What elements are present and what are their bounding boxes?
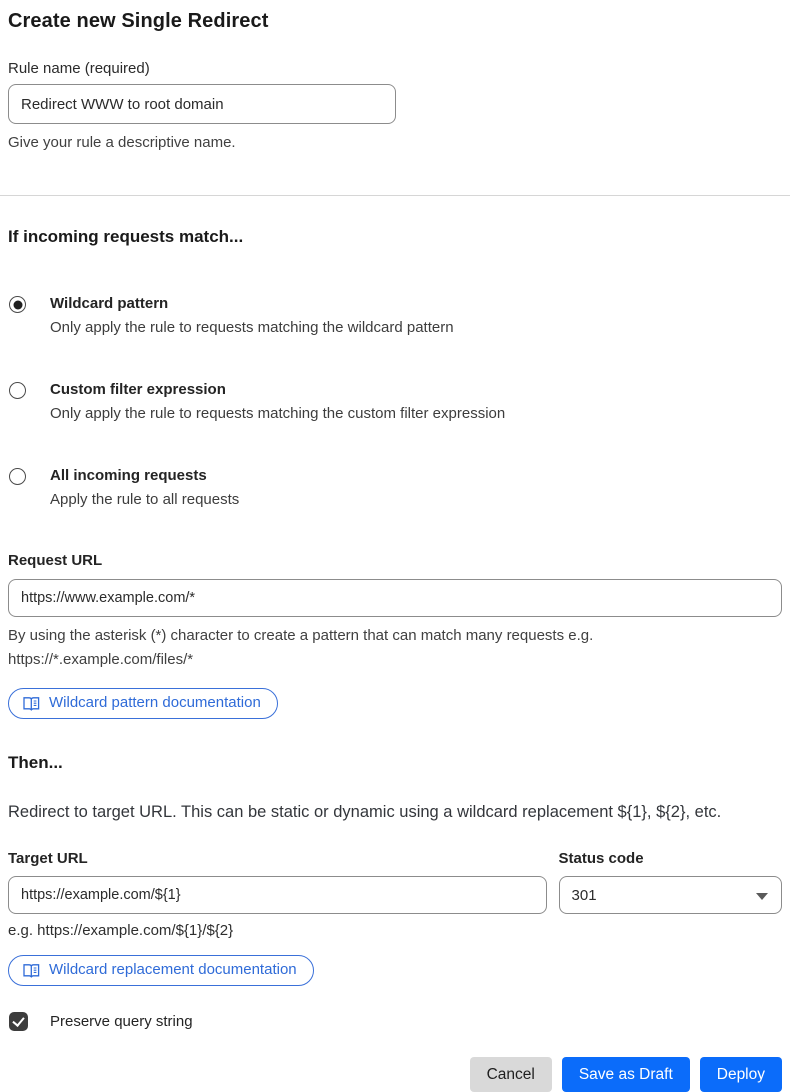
wildcard-replacement-docs-button[interactable]: [8, 955, 314, 986]
match-type-radio-group: [8, 294, 782, 510]
rule-name-help: Give your rule a descriptive name.: [8, 134, 236, 151]
radio-button[interactable]: [9, 468, 26, 485]
request-url-input[interactable]: [8, 579, 782, 617]
radio-label: Custom filter expression: [50, 381, 226, 398]
open-book-icon: [23, 696, 40, 711]
target-url-input[interactable]: [8, 876, 547, 914]
radio-description: Only apply the rule to requests matching the wildcard pattern: [50, 319, 454, 336]
request-url-label: Request URL: [8, 552, 103, 569]
target-url-label: Target URL: [8, 850, 88, 867]
rule-name-label: Rule name (required): [8, 60, 150, 77]
status-code-label: Status code: [558, 850, 644, 867]
status-code-value: 301: [571, 886, 597, 904]
doc-button-label: Wildcard pattern documentation: [49, 694, 261, 711]
deploy-button[interactable]: Deploy: [700, 1057, 782, 1092]
preserve-query-label: Preserve query string: [50, 1013, 193, 1030]
radio-description: Only apply the rule to requests matching the custom filter expression: [50, 405, 506, 422]
then-description: Redirect to target URL. This can be static or dynamic using a wildcard replacement ${1}, ${2}, etc.: [8, 803, 722, 821]
section-divider: [0, 195, 790, 196]
footer-actions: [8, 1057, 782, 1092]
radio-label: All incoming requests: [50, 467, 207, 484]
then-section-heading: Then...: [8, 753, 63, 772]
open-book-icon: [23, 963, 40, 978]
radio-option-all-requests[interactable]: [8, 466, 782, 510]
checkbox[interactable]: [9, 1012, 28, 1031]
radio-button[interactable]: [9, 382, 26, 399]
status-code-select[interactable]: [559, 876, 782, 914]
match-section-heading: If incoming requests match...: [8, 227, 244, 246]
cancel-button[interactable]: Cancel: [470, 1057, 552, 1092]
radio-label: Wildcard pattern: [50, 295, 169, 312]
chevron-down-icon: [756, 893, 768, 900]
radio-description: Apply the rule to all requests: [50, 491, 240, 508]
radio-button[interactable]: [9, 296, 26, 313]
request-url-help: By using the asterisk (*) character to create a pattern that can match many requests e.g. https://*.example.com/files/*: [8, 627, 594, 668]
target-url-help: e.g. https://example.com/${1}/${2}: [8, 922, 234, 939]
wildcard-pattern-docs-button[interactable]: [8, 688, 278, 719]
page-title: Create new Single Redirect: [8, 10, 269, 32]
radio-option-custom-filter[interactable]: [8, 380, 782, 424]
rule-name-input[interactable]: [8, 84, 396, 124]
radio-option-wildcard-pattern[interactable]: [8, 294, 782, 338]
save-as-draft-button[interactable]: Save as Draft: [562, 1057, 690, 1092]
doc-button-label: Wildcard replacement documentation: [49, 961, 297, 978]
preserve-query-checkbox-row[interactable]: [8, 1012, 782, 1031]
